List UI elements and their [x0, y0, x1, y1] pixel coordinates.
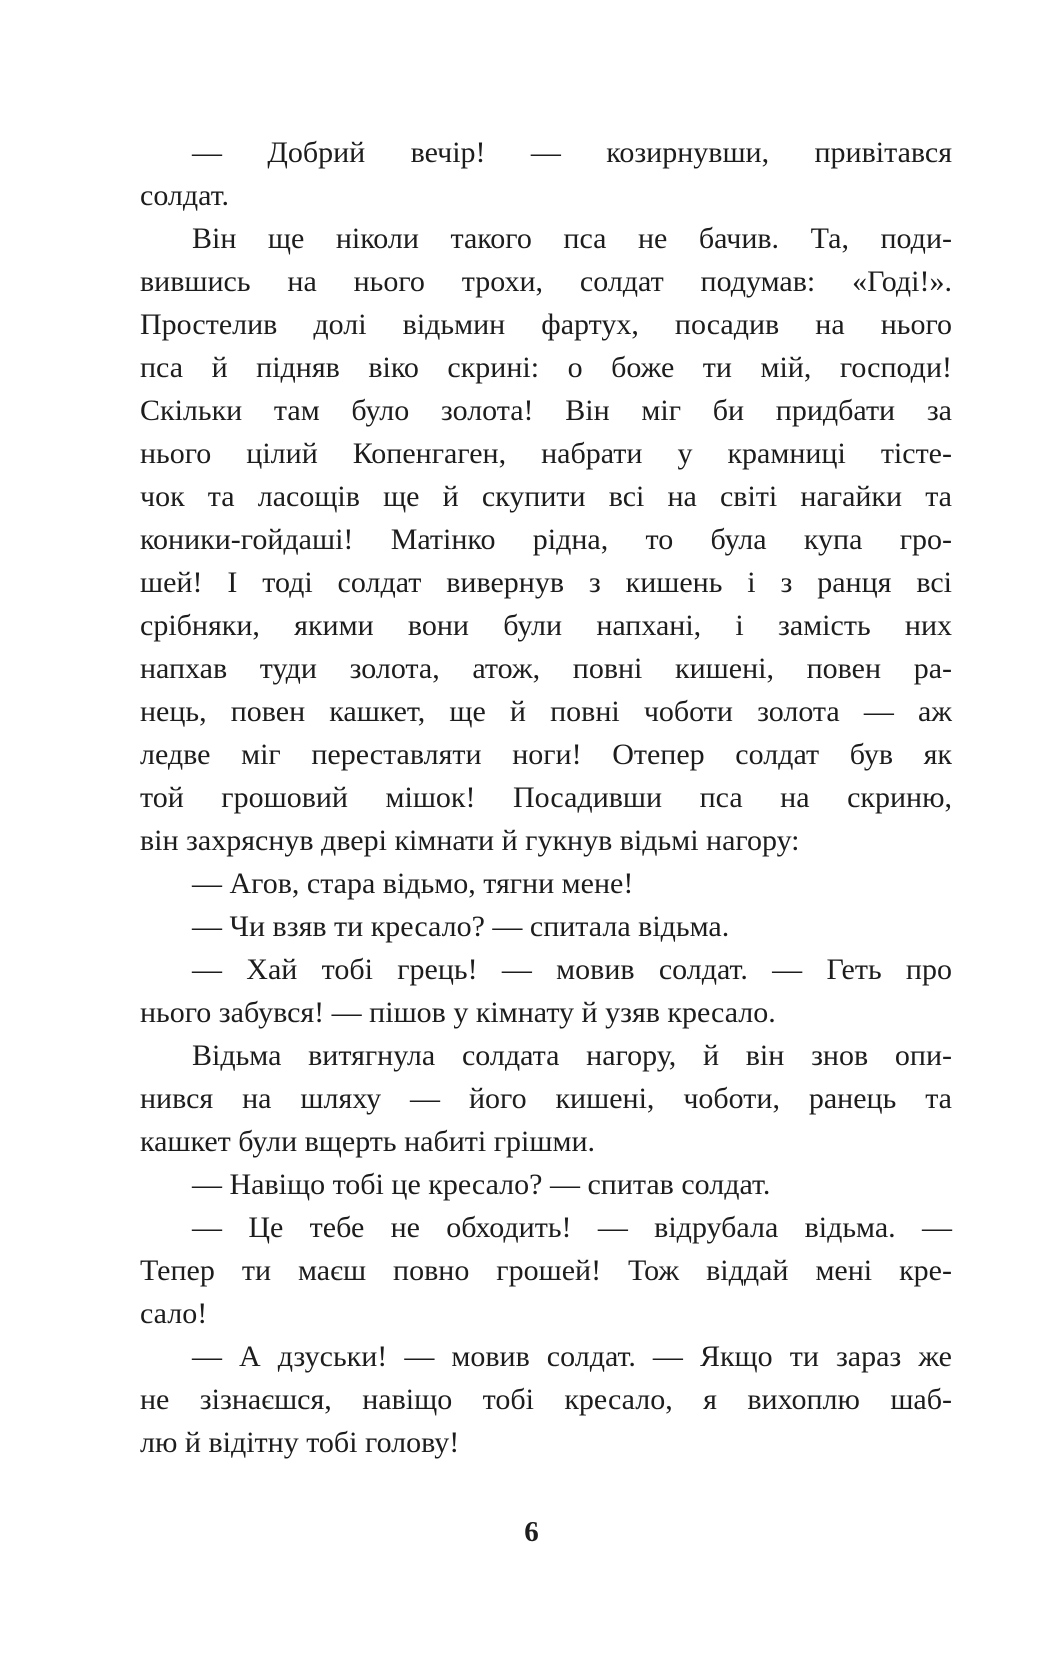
text-line: Він ще ніколи такого пса не бачив. Та, поди- — [192, 222, 952, 255]
text-line: пса й підняв віко скрині: о боже ти мій, господи! — [140, 351, 952, 384]
text-line: той грошовий мішок! Посадивши пса на скриню, — [140, 781, 952, 814]
paragraph — [140, 217, 952, 862]
text-line: — А дзуськи! — мовив солдат. — Якщо ти зараз же — [192, 1340, 952, 1373]
text-line: — Агов, стара відьмо, тягни мене! — [192, 867, 634, 900]
text-line: лю й відітну тобі голову! — [140, 1426, 460, 1459]
text-line: — Чи взяв ти кресало? — спитала відьма. — [192, 910, 730, 943]
text-line: сало! — [140, 1297, 208, 1330]
text-line: вившись на нього трохи, солдат подумав: «Годі!». — [140, 265, 952, 298]
text-line: — Добрий вечір! — козирнувши, привітався — [192, 136, 952, 169]
text-line: — Це тебе не обходить! — відрубала відьма. — — [192, 1211, 952, 1244]
text-line: не зізнаєшся, навіщо тобі кресало, я вихоплю шаб- — [140, 1383, 952, 1416]
text-line: нився на шляху — його кишені, чоботи, ранець та — [140, 1082, 952, 1115]
paragraph — [140, 948, 952, 1034]
text-line: кашкет були вщерть набиті грішми. — [140, 1125, 596, 1158]
text-line: Простелив долі відьмин фартух, посадив на нього — [140, 308, 952, 341]
paragraph — [140, 905, 952, 948]
paragraph — [140, 131, 952, 217]
paragraph — [140, 1335, 952, 1464]
text-line: Тепер ти маєш повно грошей! Тож віддай мені кре- — [140, 1254, 952, 1287]
text-line: коники-гойдаші! Матінко рідна, то була купа гро- — [140, 523, 952, 556]
paragraph — [140, 862, 952, 905]
text-block — [140, 131, 952, 1464]
text-line: чок та ласощів ще й скупити всі на світі нагайки та — [140, 480, 952, 513]
text-line: напхав туди золота, атож, повні кишені, повен ра- — [140, 652, 952, 685]
page-number: 6 — [524, 1516, 539, 1548]
text-line: срібняки, якими вони були напхані, і замість них — [140, 609, 952, 642]
text-line: нього забувся! — пішов у кімнату й узяв кресало. — [140, 996, 776, 1029]
text-line: Відьма витягнула солдата нагору, й він знов опи- — [192, 1039, 952, 1072]
text-line: шей! І тоді солдат вивернув з кишень і з ранця всі — [140, 566, 952, 599]
paragraph — [140, 1206, 952, 1335]
text-line: Скільки там було золота! Він міг би придбати за — [140, 394, 952, 427]
text-line: солдат. — [140, 179, 230, 212]
text-line: нього цілий Копенгаген, набрати у крамниці тісте- — [140, 437, 952, 470]
text-line: ледве міг переставляти ноги! Отепер солдат був як — [140, 738, 952, 771]
text-line: — Навіщо тобі це кресало? — спитав солдат. — [192, 1168, 771, 1201]
paragraph — [140, 1163, 952, 1206]
paragraph — [140, 1034, 952, 1163]
text-line: нець, повен кашкет, ще й повні чоботи золота — аж — [140, 695, 952, 728]
text-line: він захряснув двері кімнати й гукнув відьмі нагору: — [140, 824, 800, 857]
text-line: — Хай тобі грець! — мовив солдат. — Геть про — [192, 953, 952, 986]
